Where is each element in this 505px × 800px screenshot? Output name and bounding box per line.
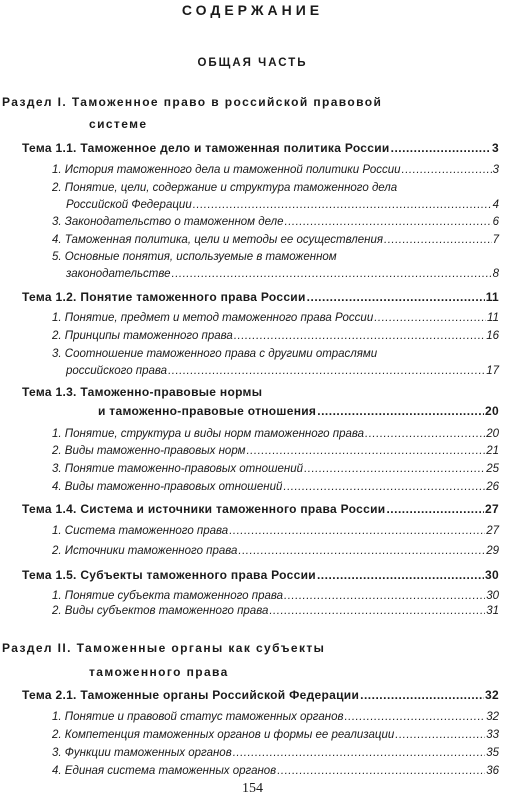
page-ref: 3 [492, 141, 499, 155]
dot-leader [374, 312, 486, 324]
dot-leader [269, 605, 485, 617]
page-ref: 29 [486, 545, 499, 557]
dot-leader [384, 234, 492, 246]
toc-item[interactable] [52, 605, 499, 617]
page-ref: 30 [485, 568, 499, 582]
topic-title: Тема 2.1. Таможенные органы Российской Федерации [22, 688, 360, 702]
section-1-heading: Раздел I. Таможенное право в российской правовой [2, 95, 383, 109]
dot-leader [285, 216, 492, 228]
dot-leader [233, 747, 486, 759]
dot-leader [344, 711, 485, 723]
item-title: российского права [66, 365, 168, 377]
toc-item[interactable] [52, 765, 499, 777]
toc-item[interactable] [52, 481, 499, 493]
page-ref: 6 [492, 216, 499, 228]
item-title: Российской Федерации [66, 199, 192, 211]
item-title: 1. Понятие, предмет и метод таможенного права России [52, 312, 374, 324]
toc-item[interactable] [52, 164, 499, 176]
item-title: 1. Понятие и правовой статус таможенных органов [52, 711, 344, 723]
page-ref: 17 [486, 365, 499, 377]
topic-title: Тема 1.2. Понятие таможенного права России [22, 290, 306, 304]
section-1-heading-cont: системе [89, 117, 148, 131]
dot-leader [395, 729, 485, 741]
toc-item-line1: 3. Соотношение таможенного права с другими отраслями [52, 348, 378, 360]
item-title: законодательстве [66, 268, 171, 280]
page-ref: 7 [492, 234, 499, 246]
toc-item[interactable] [66, 365, 499, 377]
page-ref: 27 [486, 525, 499, 537]
part-heading: ОБЩАЯ ЧАСТЬ [197, 57, 308, 69]
toc-item[interactable] [52, 729, 499, 741]
dot-leader [246, 445, 485, 457]
toc-topic-1-3-line1: Тема 1.3. Таможенно-правовые нормы [22, 385, 263, 399]
item-title: 2. Принципы таможенного права [52, 330, 233, 342]
toc-topic-1-1[interactable] [22, 141, 499, 155]
dot-leader [193, 199, 492, 211]
page-ref: 27 [485, 502, 499, 516]
toc-item[interactable] [52, 525, 499, 537]
toc-item[interactable] [52, 711, 499, 723]
toc-item[interactable] [52, 330, 499, 342]
topic-title: Тема 1.4. Система и источники таможенного права России [22, 502, 386, 516]
toc-topic-1-4[interactable] [22, 502, 499, 516]
toc-item[interactable] [52, 312, 499, 324]
page-ref: 32 [486, 711, 499, 723]
page-ref: 26 [486, 481, 499, 493]
page-ref: 33 [486, 729, 499, 741]
toc-item[interactable] [52, 463, 499, 475]
dot-leader [172, 268, 492, 280]
page-ref: 32 [485, 688, 499, 702]
toc-topic-1-5[interactable] [22, 568, 499, 582]
item-title: 1. Понятие субъекта таможенного права [52, 590, 284, 602]
page-ref: 30 [486, 590, 499, 602]
topic-title: Тема 1.5. Субъекты таможенного права России [22, 568, 316, 582]
toc-item[interactable] [52, 234, 499, 246]
dot-leader [402, 164, 492, 176]
toc-item[interactable] [52, 590, 499, 602]
dot-leader [391, 141, 491, 155]
dot-leader [284, 590, 485, 602]
page-number: 154 [242, 781, 263, 796]
item-title: 1. История таможенного дела и таможенной политики России [52, 164, 401, 176]
toc-item-line1: 2. Понятие, цели, содержание и структура таможенного дела [52, 182, 398, 194]
page-ref: 16 [486, 330, 499, 342]
toc-topic-2-1[interactable] [22, 688, 499, 702]
dot-leader [317, 568, 484, 582]
item-title: 2. Источники таможенного права [52, 545, 238, 557]
item-title: 2. Компетенция таможенных органов и формы ее реализации [52, 729, 395, 741]
dot-leader [234, 330, 485, 342]
topic-title: Тема 1.1. Таможенное дело и таможенная политика России [22, 141, 390, 155]
page-ref: 3 [492, 164, 499, 176]
item-title: 4. Единая система таможенных органов [52, 765, 277, 777]
dot-leader [317, 404, 484, 418]
toc-item[interactable] [52, 747, 499, 759]
dot-leader [229, 525, 485, 537]
page-ref: 4 [492, 199, 499, 211]
toc-item[interactable] [52, 545, 499, 557]
document-title: СОДЕРЖАНИЕ [181, 2, 324, 18]
page-ref: 31 [486, 605, 499, 617]
page-ref: 11 [485, 290, 499, 304]
page-ref: 20 [486, 428, 499, 440]
item-title: 4. Таможенная политика, цели и методы ее осуществления [52, 234, 383, 246]
toc-item[interactable] [52, 216, 499, 228]
toc-item[interactable] [66, 199, 499, 211]
item-title: 3. Функции таможенных органов [52, 747, 232, 759]
section-2-heading: Раздел II. Таможенные органы как субъекты [2, 641, 326, 655]
dot-leader [360, 688, 484, 702]
page-ref: 8 [492, 268, 499, 280]
page-ref: 21 [486, 445, 499, 457]
page-ref: 11 [487, 312, 499, 324]
toc-item[interactable] [66, 268, 499, 280]
item-title: 1. Понятие, структура и виды норм таможенного права [52, 428, 365, 440]
dot-leader [283, 481, 485, 493]
item-title: 4. Виды таможенно-правовых отношений [52, 481, 283, 493]
toc-topic-1-3[interactable] [98, 404, 499, 418]
item-title: 2. Виды таможенно-правовых норм [52, 445, 246, 457]
item-title: 3. Понятие таможенно-правовых отношений [52, 463, 304, 475]
toc-topic-1-2[interactable] [22, 290, 499, 304]
page-ref: 36 [486, 765, 499, 777]
page-ref: 35 [486, 747, 499, 759]
dot-leader [365, 428, 485, 440]
dot-leader [168, 365, 485, 377]
toc-item[interactable] [52, 428, 499, 440]
dot-leader [304, 463, 485, 475]
item-title: 3. Законодательство о таможенном деле [52, 216, 284, 228]
topic-title: и таможенно-правовые отношения [98, 404, 317, 418]
page-ref: 20 [485, 404, 499, 418]
toc-item[interactable] [52, 445, 499, 457]
toc-item-line1: 5. Основные понятия, используемые в таможенном [52, 251, 337, 263]
dot-leader [307, 290, 485, 304]
dot-leader [386, 502, 484, 516]
page-ref: 25 [486, 463, 499, 475]
section-2-heading-cont: таможенного права [89, 665, 229, 679]
item-title: 1. Система таможенного права [52, 525, 229, 537]
dot-leader [277, 765, 485, 777]
dot-leader [238, 545, 485, 557]
item-title: 2. Виды субъектов таможенного права [52, 605, 269, 617]
